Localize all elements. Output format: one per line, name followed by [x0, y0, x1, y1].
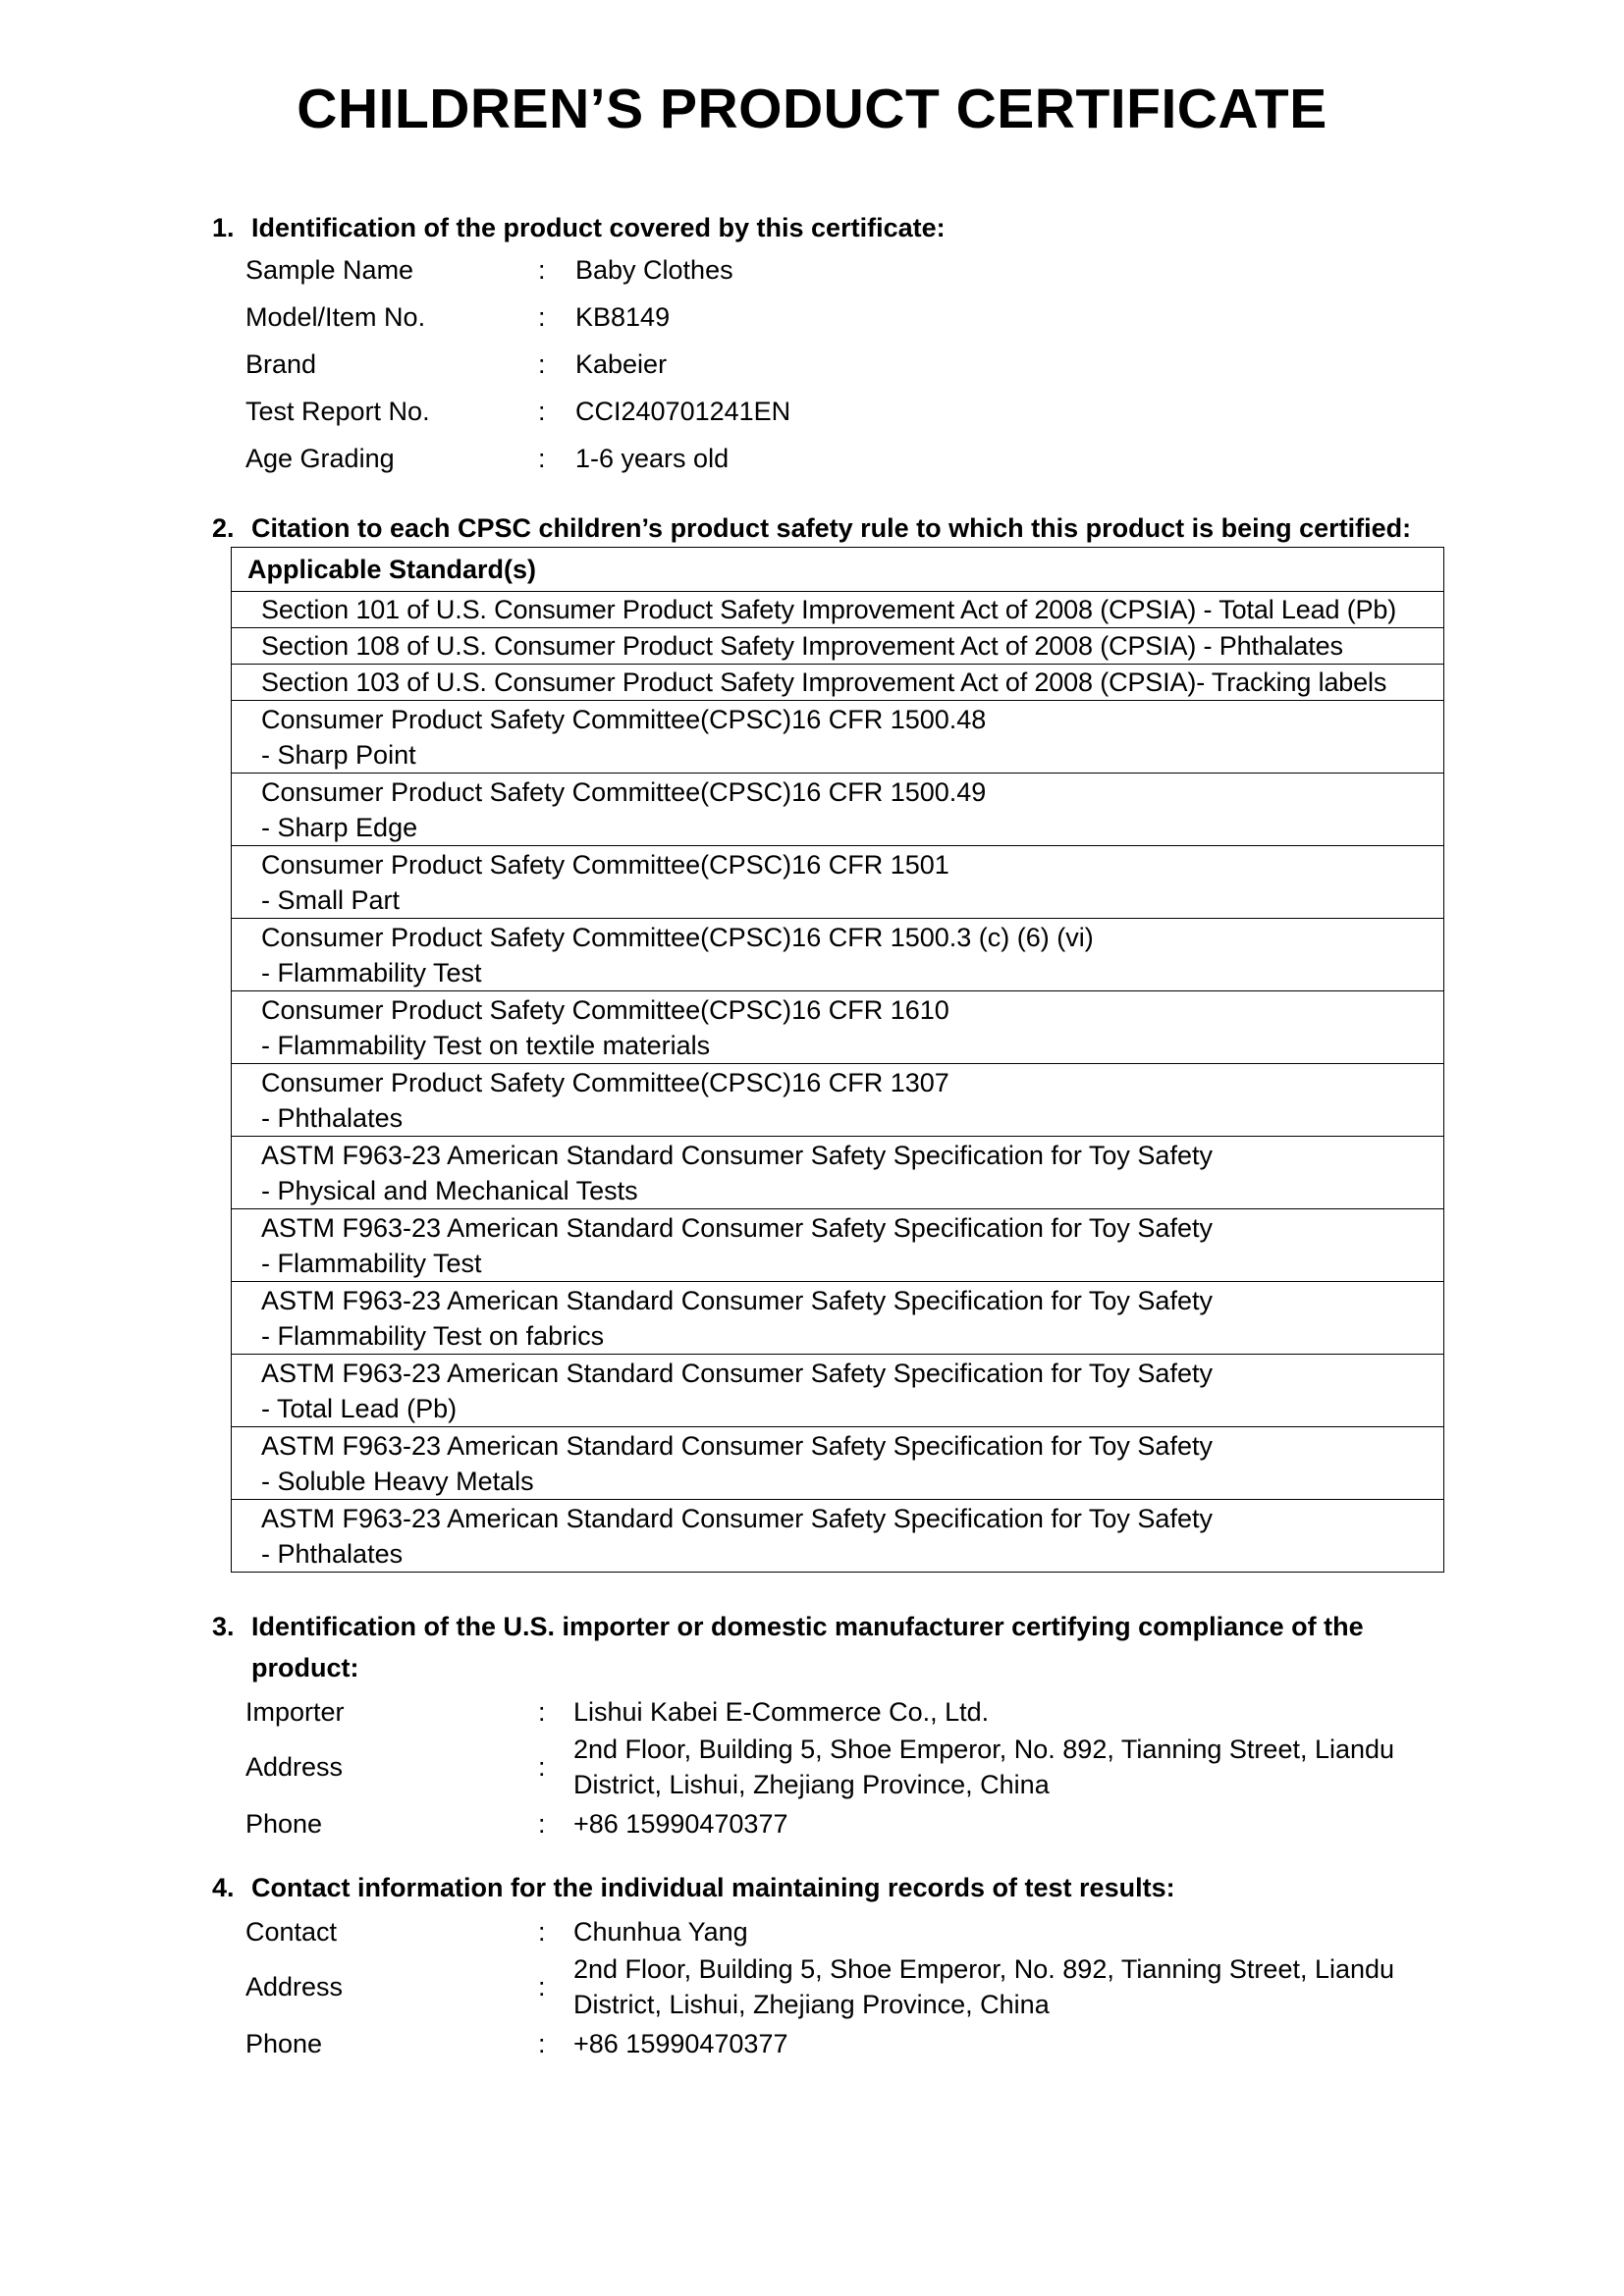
standard-cell: [232, 592, 1444, 628]
importer-address-label: Address: [245, 1752, 344, 1782]
table-row: [232, 1282, 1444, 1355]
standard-subline: - Small Part: [261, 884, 401, 915]
contact-row: [245, 1914, 1473, 1949]
test-report-label: Test Report No.: [245, 397, 430, 426]
standard-line: ASTM F963-23 American Standard Consumer Safety Specification for Toy Safety: [261, 1285, 1213, 1315]
contact-address-label: Address: [245, 1972, 344, 2002]
table-row: [232, 1427, 1444, 1500]
section-2-heading-text: Citation to each CPSC children’s product safety rule to which this product is being certified:: [251, 513, 1412, 543]
standard-cell: [232, 628, 1444, 665]
standard-line: Consumer Product Safety Committee(CPSC)16 CFR 1500.48: [261, 704, 987, 734]
model-item-value: KB8149: [575, 302, 671, 332]
standard-line: ASTM F963-23 American Standard Consumer Safety Specification for Toy Safety: [261, 1212, 1213, 1243]
age-grading-value: 1-6 years old: [575, 444, 730, 473]
importer-address-line-1: 2nd Floor, Building 5, Shoe Emperor, No. 892, Tianning Street, Liandu: [573, 1735, 1395, 1764]
standard-subline: - Phthalates: [261, 1538, 404, 1569]
test-report-row: [245, 394, 1473, 429]
standard-cell: [232, 1064, 1444, 1137]
standard-subline: - Sharp Point: [261, 739, 416, 770]
standard-line: ASTM F963-23 American Standard Consumer Safety Specification for Toy Safety: [261, 1358, 1213, 1388]
contact-phone-label: Phone: [245, 2029, 323, 2058]
colon: :: [538, 2029, 546, 2058]
section-4-heading-text: Contact information for the individual maintaining records of test results:: [251, 1873, 1175, 1902]
section-1-number: 1.: [212, 213, 235, 242]
standard-line: Section 103 of U.S. Consumer Product Safety Improvement Act of 2008 (CPSIA)- Tracking labels: [261, 667, 1387, 697]
brand-value: Kabeier: [575, 349, 668, 379]
colon: :: [538, 1972, 546, 2002]
contact-phone-value: +86 15990470377: [573, 2029, 788, 2058]
standard-line: Section 101 of U.S. Consumer Product Safety Improvement Act of 2008 (CPSIA) - Total Lead (Pb): [261, 595, 1397, 624]
table-row: [232, 774, 1444, 846]
colon: :: [538, 1917, 546, 1947]
standard-line: Consumer Product Safety Committee(CPSC)16 CFR 1501: [261, 849, 949, 880]
contact-address-value: [573, 1951, 1473, 2022]
importer-address-row: [245, 1732, 1473, 1802]
table-row: [232, 1137, 1444, 1209]
colon: :: [538, 255, 546, 285]
standard-cell: [232, 774, 1444, 846]
importer-phone-value: +86 15990470377: [573, 1809, 788, 1839]
standard-cell: [232, 1282, 1444, 1355]
importer-row: [245, 1694, 1473, 1730]
importer-phone-row: [245, 1806, 1473, 1842]
standard-cell: [232, 1427, 1444, 1500]
section-4-heading: [212, 1867, 1175, 1908]
table-row: [232, 846, 1444, 919]
table-row: [232, 1209, 1444, 1282]
section-3-number: 3.: [212, 1612, 235, 1641]
table-row: [232, 1355, 1444, 1427]
contact-address-line-2: District, Lishui, Zhejiang Province, China: [573, 1990, 1050, 2019]
sample-name-row: [245, 252, 1473, 288]
section-2-heading: [212, 507, 1411, 549]
standard-cell: [232, 665, 1444, 701]
test-report-value: CCI240701241EN: [575, 397, 791, 426]
section-1-heading-text: Identification of the product covered by this certificate:: [251, 213, 946, 242]
colon: :: [538, 1809, 546, 1839]
table-row: [232, 701, 1444, 774]
model-item-row: [245, 299, 1473, 335]
table-row: [232, 628, 1444, 665]
contact-phone-row: [245, 2026, 1473, 2061]
sample-name-value: Baby Clothes: [575, 255, 733, 285]
colon: :: [538, 444, 546, 473]
standard-line: Consumer Product Safety Committee(CPSC)16 CFR 1610: [261, 994, 949, 1025]
contact-address-line-1: 2nd Floor, Building 5, Shoe Emperor, No. 892, Tianning Street, Liandu: [573, 1954, 1395, 1984]
standard-cell: [232, 1137, 1444, 1209]
standard-cell: [232, 846, 1444, 919]
standard-line: Consumer Product Safety Committee(CPSC)16 CFR 1500.49: [261, 776, 987, 807]
importer-address-value: [573, 1732, 1473, 1802]
standard-line: Consumer Product Safety Committee(CPSC)16 CFR 1307: [261, 1067, 949, 1097]
table-row: [232, 665, 1444, 701]
standard-subline: - Phthalates: [261, 1102, 404, 1133]
table-row: [232, 1500, 1444, 1573]
model-item-label: Model/Item No.: [245, 302, 426, 332]
standard-line: Consumer Product Safety Committee(CPSC)16 CFR 1500.3 (c) (6) (vi): [261, 922, 1094, 952]
contact-address-row: [245, 1951, 1473, 2022]
standards-table-header: Applicable Standard(s): [232, 548, 1444, 592]
standard-subline: - Flammability Test on textile materials: [261, 1030, 711, 1060]
importer-phone-label: Phone: [245, 1809, 323, 1839]
section-1-heading: [212, 207, 946, 248]
standard-cell: [232, 1500, 1444, 1573]
importer-value: Lishui Kabei E-Commerce Co., Ltd.: [573, 1697, 990, 1727]
colon: :: [538, 349, 546, 379]
table-row: [232, 919, 1444, 991]
standard-cell: [232, 701, 1444, 774]
colon: :: [538, 1697, 546, 1727]
section-3-heading-continuation: product:: [251, 1653, 359, 1682]
table-row: [232, 1064, 1444, 1137]
standard-subline: - Soluble Heavy Metals: [261, 1466, 534, 1496]
standard-line: ASTM F963-23 American Standard Consumer Safety Specification for Toy Safety: [261, 1430, 1213, 1461]
standard-subline: - Physical and Mechanical Tests: [261, 1175, 638, 1205]
colon: :: [538, 397, 546, 426]
brand-label: Brand: [245, 349, 317, 379]
section-3-heading-text: Identification of the U.S. importer or domestic manufacturer certifying compliance of the: [251, 1612, 1364, 1641]
standard-subline: - Flammability Test on fabrics: [261, 1320, 605, 1351]
table-row: [232, 592, 1444, 628]
standard-cell: [232, 1209, 1444, 1282]
standards-table: [231, 547, 1444, 1573]
standard-line: Section 108 of U.S. Consumer Product Safety Improvement Act of 2008 (CPSIA) - Phthalates: [261, 631, 1343, 661]
section-2-number: 2.: [212, 513, 235, 543]
colon: :: [538, 302, 546, 332]
standards-table-header-row: [232, 548, 1444, 592]
importer-address-line-2: District, Lishui, Zhejiang Province, China: [573, 1770, 1050, 1799]
standard-subline: - Total Lead (Pb): [261, 1393, 458, 1423]
standard-line: ASTM F963-23 American Standard Consumer Safety Specification for Toy Safety: [261, 1503, 1213, 1533]
age-grading-row: [245, 441, 1473, 476]
standard-line: ASTM F963-23 American Standard Consumer Safety Specification for Toy Safety: [261, 1140, 1213, 1170]
standard-subline: - Sharp Edge: [261, 812, 418, 842]
standard-subline: - Flammability Test: [261, 957, 482, 988]
standard-cell: [232, 919, 1444, 991]
contact-label: Contact: [245, 1917, 338, 1947]
page-title: CHILDREN’S PRODUCT CERTIFICATE: [297, 78, 1327, 140]
section-4-number: 4.: [212, 1873, 235, 1902]
table-row: [232, 991, 1444, 1064]
standard-cell: [232, 991, 1444, 1064]
colon: :: [538, 1752, 546, 1782]
standard-cell: [232, 1355, 1444, 1427]
age-grading-label: Age Grading: [245, 444, 395, 473]
standard-subline: - Flammability Test: [261, 1248, 482, 1278]
section-3-heading: [212, 1606, 1364, 1688]
sample-name-label: Sample Name: [245, 255, 414, 285]
contact-value: Chunhua Yang: [573, 1917, 748, 1947]
importer-label: Importer: [245, 1697, 345, 1727]
brand-row: [245, 347, 1473, 382]
